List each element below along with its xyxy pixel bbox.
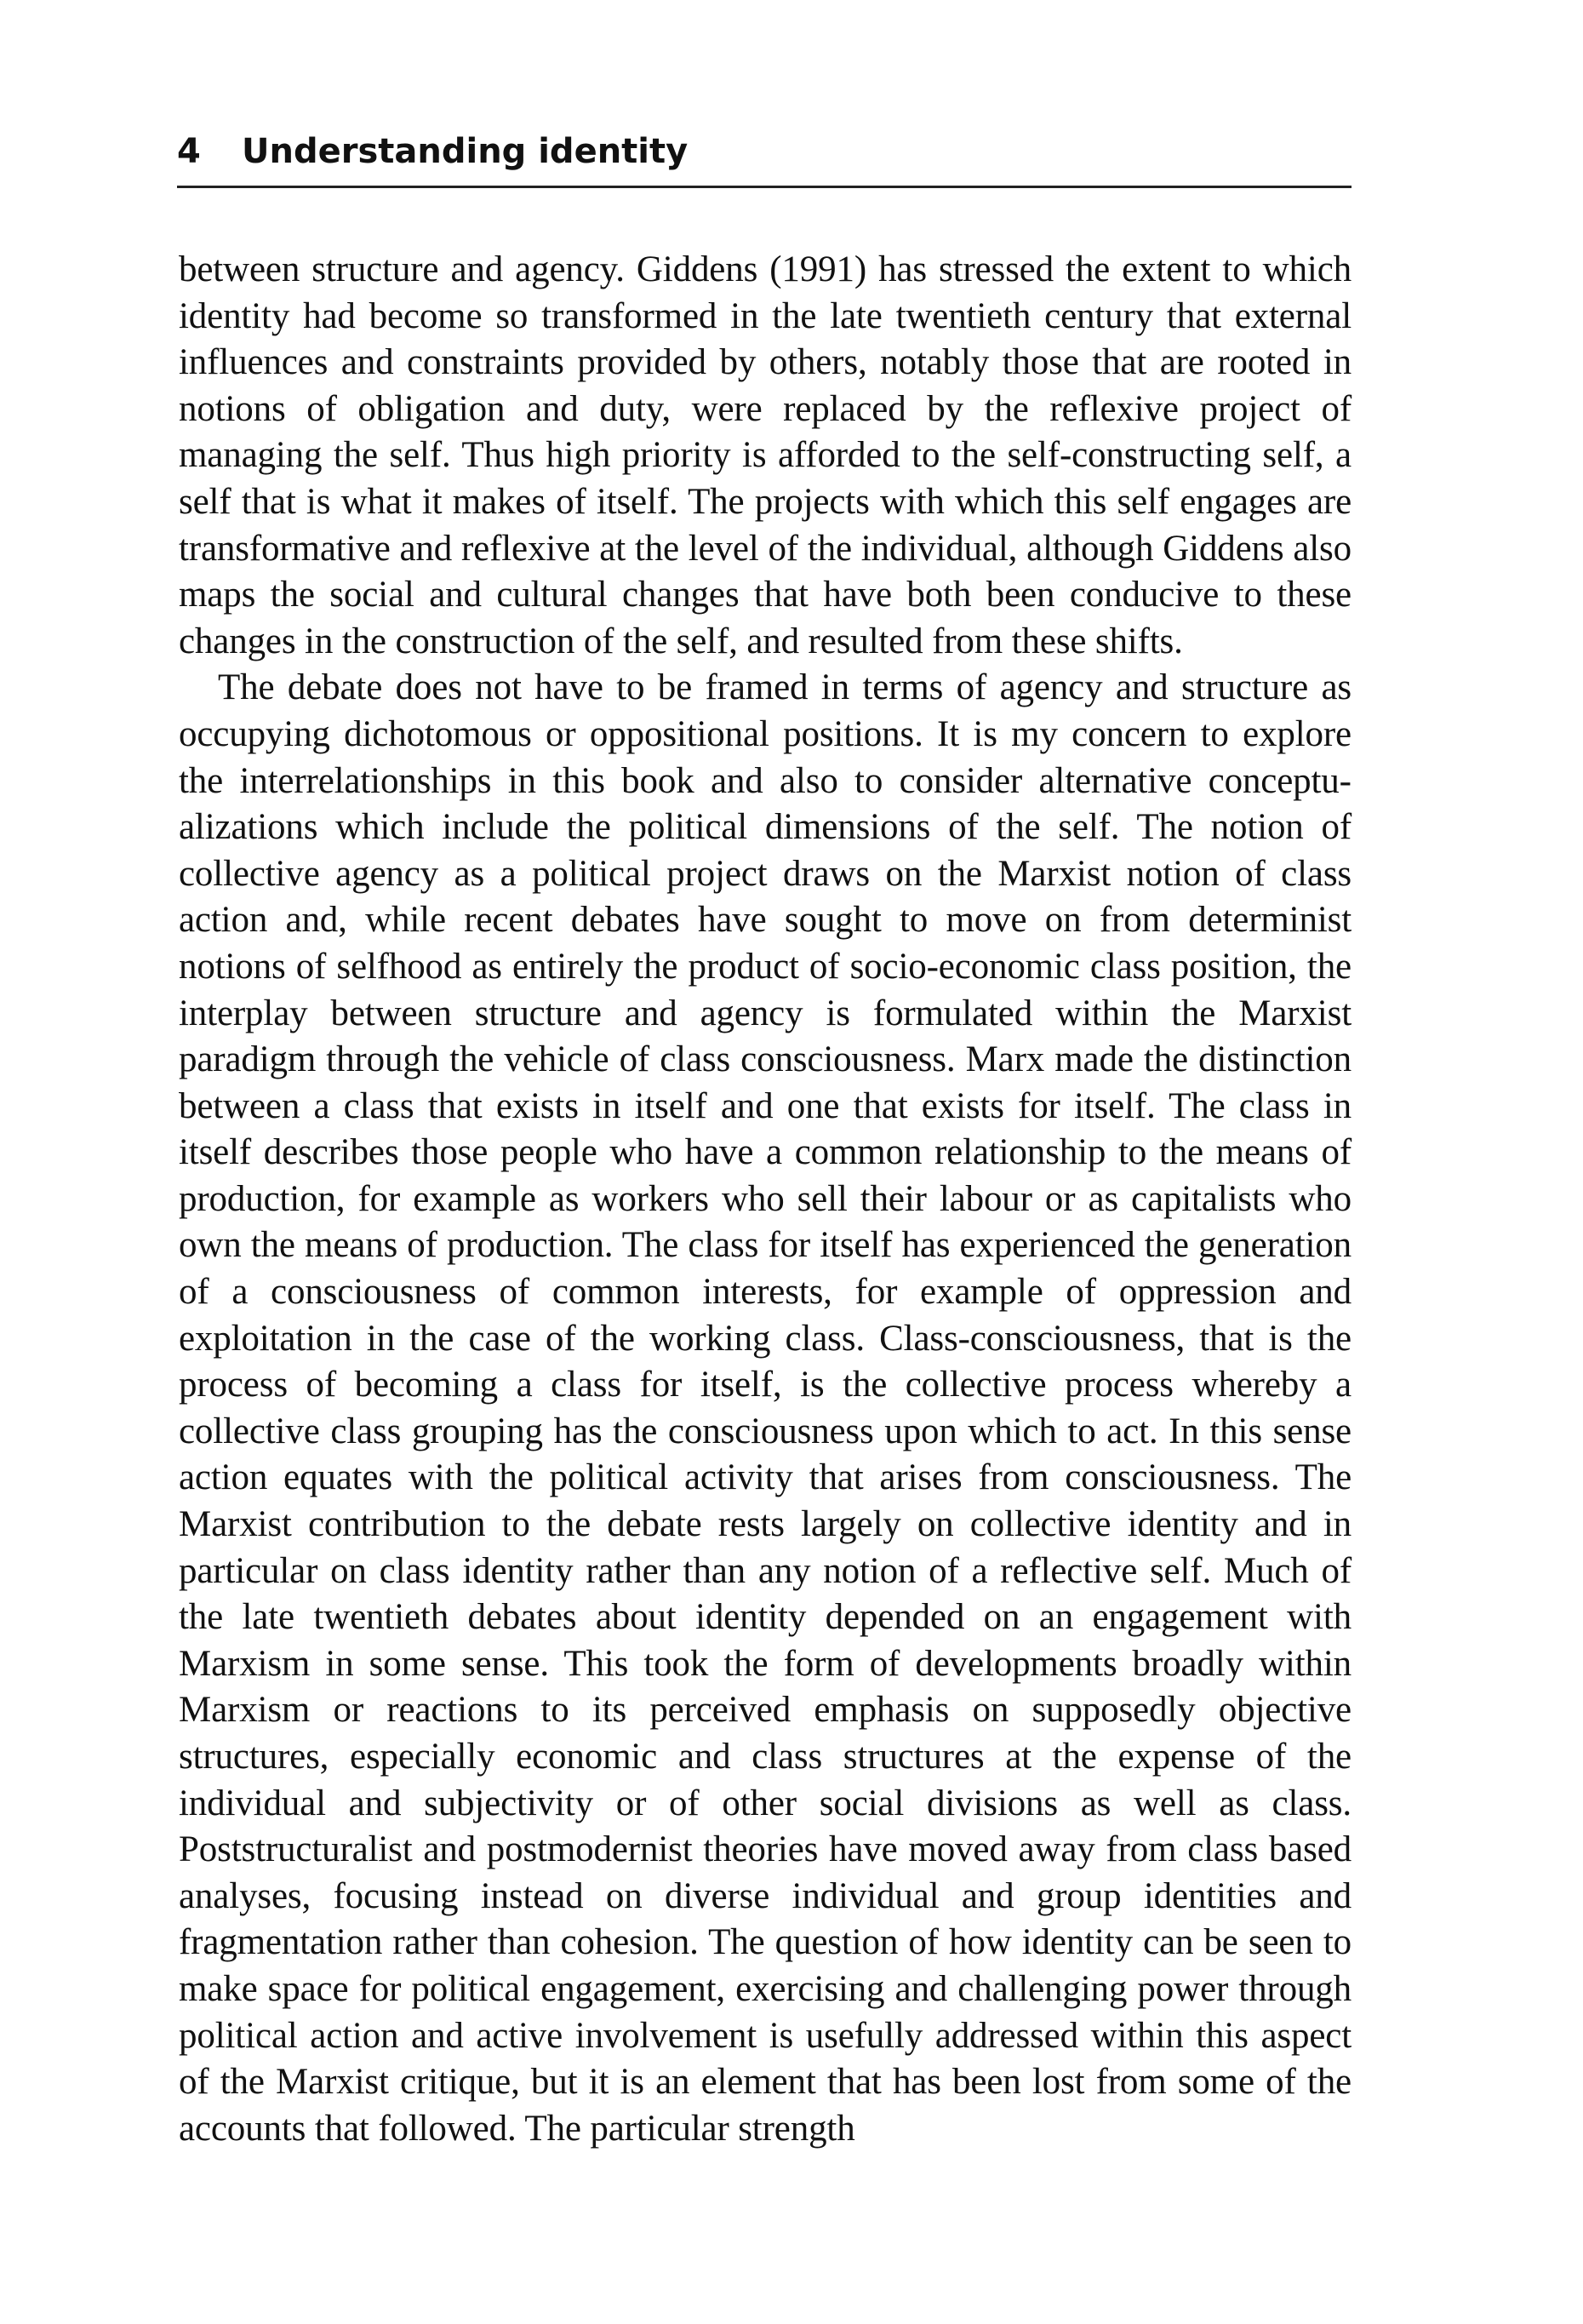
paragraph-continued: between structure and agency. Giddens (1991) has stressed the extent to which identity had become so transformed in the late twentieth century that external influences and constraints provided by others, notably those that are rooted in notions of obligation and duty, were replaced by the reflexive project of managing the self. Thus high priority is afforded to the self-constructing self, a self that is what it makes of itself. The projects with which this self engages are transformative and reflexive at the level of the individual, although Giddens also maps the social and cultural changes that have both been conducive to these changes in the construction of the self, and resulted from these shifts. xyxy=(179,249,1352,661)
body-text xyxy=(179,247,1352,2152)
paragraph-agency-structure: The debate does not have to be framed in terms of agency and structure as occupying dichotomous or oppositional positions. It is my concern to explore the interrelationships in this book and also to consider alternative conceptualizations which include the political dimensions of the self. The notion of collective agency as a political project draws on the Marxist notion of class action and, while recent debates have sought to move on from determinist notions of selfhood as entirely the product of socio-economic class position, the interplay between structure and agency is formulated within the Marxist paradigm through the vehicle of class consciousness. Marx made the distinction between a class that exists in itself and one that exists for itself. The class in itself describes those people who have a common relationship to the means of production, for example as workers who sell their labour or as capitalists who own the means of production. The class for itself has experienced the generation of a consciousness of common interests, for example of oppression and exploitation in the case of the working class. Class-consciousness, that is the process of becoming a class for itself, is the collective process whereby a collective class grouping has the consciousness upon which to act. In this sense action equates with the political activity that arises from consciousness. The Marxist contribution to the debate rests largely on collective identity and in particular on class identity rather than any notion of a reflective self. Much of the late twentieth debates about identity depended on an engagement with Marxism in some sense. This took the form of developments broadly within Marxism or reactions to its perceived emphasis on supposedly objective structures, especially economic and class structures at the expense of the individual and subjectivity or of other social divisions as well as class. Poststructuralist and postmodernist theories have moved away from class based analyses, focusing instead on diverse individual and group identities and fragmentation rather than cohesion. The question of how identity can be seen to make space for political engagement, exercising and challenging power through political action and active involvement is usefully addressed within this aspect of the Marxist critique, but it is an element that has been lost from some of the accounts that followed. The particular strength xyxy=(179,667,1352,2149)
running-header xyxy=(177,128,1352,187)
header-rule xyxy=(177,186,1352,188)
page-number: 4 xyxy=(177,132,201,171)
running-title: Understanding identity xyxy=(242,132,689,171)
